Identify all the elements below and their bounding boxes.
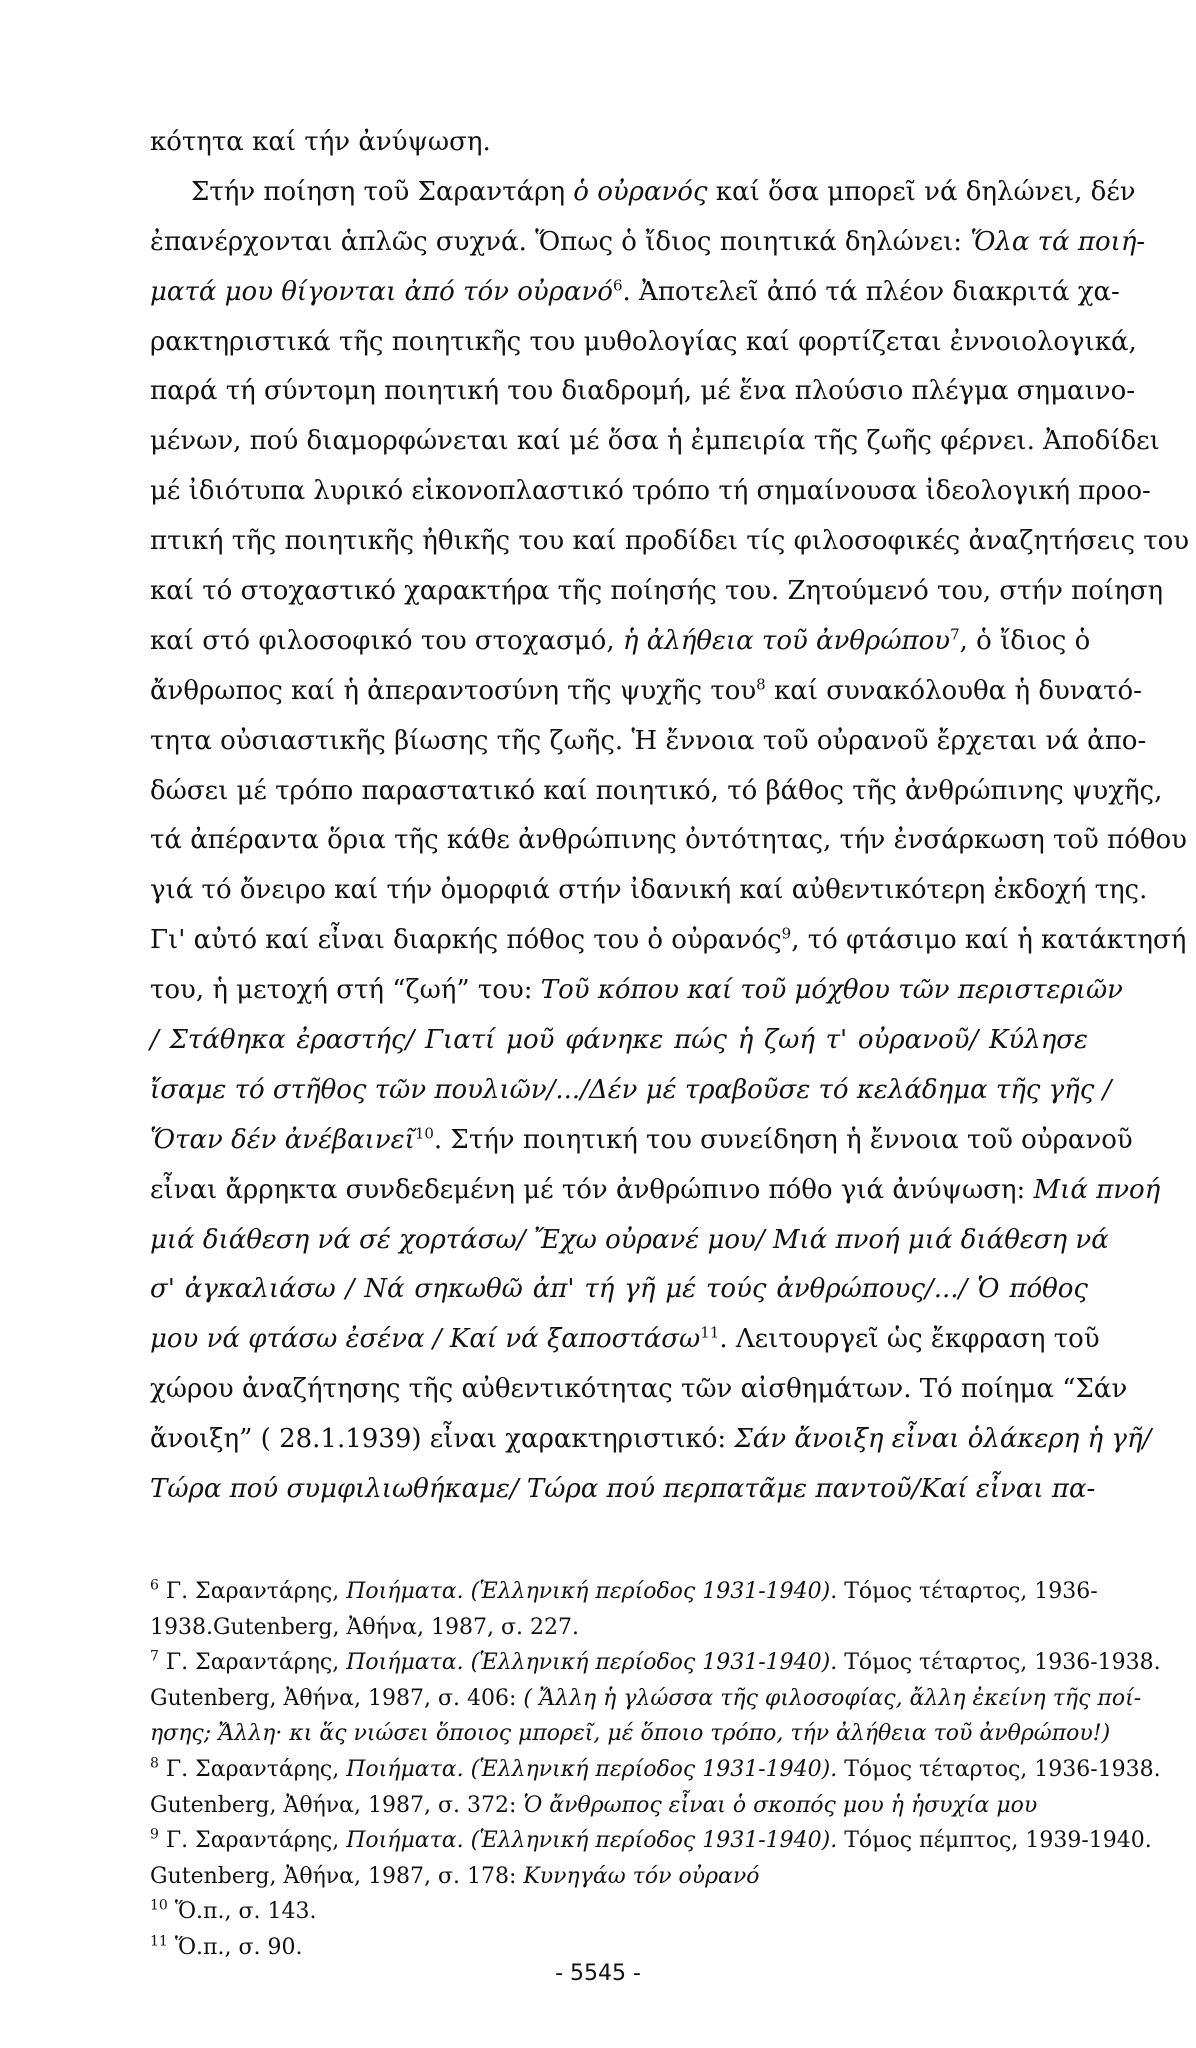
text-line (150, 1066, 1112, 1116)
text-line (150, 1315, 1100, 1365)
text-span: , ὁ ἴδιος ὁ (959, 625, 1091, 656)
text-span: γιά τό ὄνειρο καί τήν ὀμορφιά στήν ἰδανική καί αὐθεντικότερη ἐκδοχή της. (150, 875, 1148, 906)
footnote-ref: 9 (150, 1826, 159, 1843)
text-line (150, 866, 1148, 916)
text-span: Γ. Σαραντάρης, (158, 1828, 347, 1854)
footnote-ref: 10 (414, 1124, 434, 1143)
text-span: εἶναι ἄρρηκτα συνδεδεμένη μέ τόν ἀνθρώπινο πόθο γιά ἀνύψωση: (150, 1174, 1034, 1205)
footnote-ref: 11 (700, 1323, 720, 1342)
text-span: Γ. Σαραντάρης, (158, 1579, 347, 1604)
page-number: - 5545 - (555, 1961, 641, 1986)
text-line (150, 1216, 1109, 1266)
text-span: Ὅ.π., σ. 90. (167, 1934, 303, 1960)
footnote-ref: 9 (781, 924, 792, 943)
text-line (150, 816, 1187, 866)
body-text (150, 118, 1190, 1515)
text-span: ἐπανέρχονται ἁπλῶς συχνά. Ὅπως ὁ ἴδιος ποιητικά δηλώνει: (150, 226, 971, 257)
italic-span: Ποιήματα. (Ἑλληνική περίοδος 1931-1940). (346, 1828, 838, 1854)
text-span: Γι' αὐτό καί εἶναι διαρκής πόθος του ὁ οὐρανός (150, 925, 782, 956)
text-line (150, 567, 1164, 617)
text-line (150, 1016, 1088, 1066)
text-line (150, 168, 1136, 218)
text-span: Ὅ.π., σ. 143. (167, 1899, 317, 1925)
text-span: καί στό φιλοσοφικό του στοχασμό, (150, 625, 623, 656)
footnote-ref: 7 (950, 625, 960, 644)
footnote-line (150, 1716, 1111, 1752)
text-line (150, 268, 1120, 318)
text-line (150, 467, 1151, 517)
italic-span: Ποιήματα. (Ἑλληνική περίοδος 1931-1940). (346, 1650, 838, 1676)
text-line (150, 667, 1142, 717)
italic-span: Κυνηγάω τόν οὐρανό (523, 1863, 760, 1889)
footnote-line (150, 1752, 1161, 1788)
italic-span: Μιά πνοή (1033, 1174, 1161, 1205)
text-line (150, 118, 1088, 168)
italic-span: ( Ἄλλη ἡ γλώσσα τῆς φιλοσοφίας, ἄλλη ἐκείνη τῆς ποί- (523, 1685, 1142, 1711)
text-line (150, 1415, 1152, 1465)
italic-span: ἴσαμε τό στῆθος τῶν πουλιῶν/.../Δέν μέ τραβοῦσε τό κελάδημα τῆς γῆς / (150, 1074, 1112, 1105)
text-span: ἄνθρωπος καί ἡ ἀπεραντοσύνη τῆς ψυχῆς του (150, 675, 757, 706)
text-span: μέ ἰδιότυπα λυρικό εἰκονοπλαστικό τρόπο τή σημαίνουσα ἰδεολογική προο- (150, 476, 1151, 507)
text-line (150, 1365, 1128, 1415)
italic-span: ἡ ἀλήθεια τοῦ ἀνθρώπου (622, 625, 951, 656)
footnote-ref: 8 (756, 675, 766, 694)
text-span: τά ἀπέραντα ὅρια τῆς κάθε ἀνθρώπινης ὀντότητας, τήν ἐνσάρκωση τοῦ πόθου (150, 825, 1187, 856)
italic-span: Σάν ἄνοιξη εἶναι ὁλάκερη ἡ γῆ/ (734, 1424, 1152, 1455)
footnote-ref: 10 (150, 1898, 168, 1915)
italic-span: Ὁ ἄνθρωπος εἶναι ὁ σκοπός μου ἡ ἡσυχία μου (523, 1792, 1038, 1818)
italic-span: Τώρα πού συμφιλιωθήκαμε/ Τώρα πού περπατᾶμε παντοῦ/Καί εἶναι πα- (150, 1474, 1096, 1505)
italic-span: σ' ἀγκαλιάσω / Νά σηκωθῶ ἀπ' τή γῆ μέ τούς ἀνθρώπους/.../ Ὁ πόθος (150, 1274, 1088, 1305)
italic-span: Τοῦ κόπου καί τοῦ μόχθου τῶν περιστεριῶν (540, 975, 1123, 1006)
text-span: κότητα καί τήν ἀνύψωση. (150, 127, 491, 157)
text-line (150, 767, 1163, 817)
footnote-line (150, 1610, 1088, 1646)
text-span: του, ἡ μετοχή στή “ζωή” του: (150, 975, 541, 1006)
text-span: μένων, πού διαμορφώνεται καί μέ ὅσα ἡ ἐμπειρία τῆς ζωῆς φέρνει. Ἀποδίδει (150, 426, 1160, 457)
footnote-line (150, 1788, 1088, 1824)
text-line (150, 966, 1123, 1016)
text-line (150, 1265, 1088, 1315)
italic-span: μιά διάθεση νά σέ χορτάσω/ Ἔχω οὐρανέ μου/ Μιά πνοή μιά διάθεση νά (150, 1224, 1109, 1255)
text-span: 1938.Gutenberg, Ἀθήνα, 1987, σ. 227. (150, 1614, 579, 1640)
italic-span: ματά μου θίγονται ἀπό τόν οὐρανό (150, 276, 613, 307)
text-line (150, 417, 1160, 467)
italic-span: ησης; Ἄλλη· κι ἅς νιώσει ὅποιος μπορεῖ, μέ ὅποιο τρόπο, τήν ἀλήθεια τοῦ ἀνθρώπου!) (150, 1721, 1111, 1747)
footnote-ref: 6 (150, 1577, 159, 1594)
text-line (150, 517, 1190, 567)
footnote-ref: 11 (150, 1933, 168, 1950)
text-span: Τόμος τέταρτος, 1936- (837, 1579, 1098, 1604)
text-line (150, 717, 1147, 767)
text-span: Στήν ποίηση τοῦ Σαραντάρη (191, 176, 574, 207)
footnote-line (150, 1574, 1098, 1610)
text-span: καί τό στοχαστικό χαρακτήρα τῆς ποίησής του. Ζητούμενό του, στήν ποίηση (150, 576, 1164, 607)
text-line (150, 1116, 1133, 1166)
text-span: Τόμος τέταρτος, 1936-1938. (837, 1756, 1161, 1782)
text-line (150, 1465, 1096, 1515)
text-span: δώσει μέ τρόπο παραστατικό καί ποιητικό, τό βάθος τῆς ἀνθρώπινης ψυχῆς, (150, 775, 1163, 806)
italic-span: / Στάθηκα ἐραστής/ Γιατί μοῦ φάνηκε πώς ἡ ζωή τ' οὐρανοῦ/ Κύλησε (150, 1025, 1088, 1056)
text-span: Γ. Σαραντάρης, (158, 1650, 347, 1676)
text-span: Gutenberg, Ἀθήνα, 1987, σ. 178: (150, 1863, 524, 1889)
text-span: Τόμος πέμπτος, 1939-1940. (837, 1828, 1152, 1854)
text-span: ἄνοιξη” ( 28.1.1939) εἶναι χαρακτηριστικό: (150, 1424, 735, 1455)
text-span: καί ὅσα μπορεῖ νά δηλώνει, δέν (707, 176, 1136, 207)
text-span: Τόμος τέταρτος, 1936-1938. (837, 1650, 1161, 1676)
text-span: Γ. Σαραντάρης, (158, 1756, 347, 1782)
footnote-ref: 7 (150, 1648, 159, 1665)
text-span: . Λειτουργεῖ ὡς ἔκφραση τοῦ (719, 1324, 1100, 1355)
text-span: . Στήν ποιητική του συνείδηση ἡ ἔννοια τοῦ οὐρανοῦ (433, 1124, 1133, 1155)
text-line (150, 617, 1091, 667)
italic-span: Ὅλα τά ποιή- (970, 226, 1146, 257)
text-span: χώρου ἀναζήτησης τῆς αὐθεντικότητας τῶν αἰσθημάτων. Τό ποίημα “Σάν (150, 1374, 1128, 1405)
footnote-line (150, 1681, 1142, 1717)
text-line (150, 367, 1136, 417)
text-span: Gutenberg, Ἀθήνα, 1987, σ. 372: (150, 1792, 524, 1818)
text-span: . Ἀποτελεῖ ἀπό τά πλέον διακριτά χα- (622, 276, 1120, 307)
text-line (150, 916, 1187, 966)
italic-span: Ποιήματα. (Ἑλληνική περίοδος 1931-1940). (346, 1756, 838, 1782)
text-line (150, 218, 1146, 268)
footnote-line (150, 1823, 1152, 1859)
text-span: πτική τῆς ποιητικῆς ἠθικῆς του καί προδίδει τίς φιλοσοφικές ἀναζητήσεις του (150, 526, 1190, 557)
italic-span: ὁ οὐρανός (573, 176, 708, 207)
text-span: τητα οὐσιαστικῆς βίωσης τῆς ζωῆς. Ἡ ἔννοια τοῦ οὐρανοῦ ἔρχεται νά ἀπο- (150, 725, 1147, 756)
text-line (150, 1166, 1161, 1216)
text-line (150, 318, 1137, 368)
italic-span: μου νά φτάσω ἐσένα / Καί νά ξαποστάσω (150, 1324, 701, 1355)
footnote-line (150, 1859, 1088, 1895)
text-span: καί συνακόλουθα ἡ δυνατό- (765, 675, 1142, 706)
footnotes (150, 1574, 1161, 1966)
footnote-line (150, 1645, 1161, 1681)
italic-span: Ποιήματα. (Ἑλληνική περίοδος 1931-1940). (346, 1579, 838, 1604)
text-span: ρακτηριστικά τῆς ποιητικῆς του μυθολογίας καί φορτίζεται ἐννοιολογικά, (150, 326, 1137, 357)
footnote-ref: 8 (150, 1755, 159, 1772)
italic-span: Ὅταν δέν ἀνέβαινεῖ (150, 1124, 415, 1155)
footnote-line (150, 1894, 1088, 1930)
text-span: παρά τή σύντομη ποιητική του διαδρομή, μέ ἕνα πλούσιο πλέγμα σημαινο- (150, 376, 1136, 407)
footnote-ref: 6 (612, 276, 623, 295)
text-span: Gutenberg, Ἀθήνα, 1987, σ. 406: (150, 1685, 524, 1711)
text-span: , τό φτάσιμο καί ἡ κατάκτησή (791, 925, 1187, 956)
